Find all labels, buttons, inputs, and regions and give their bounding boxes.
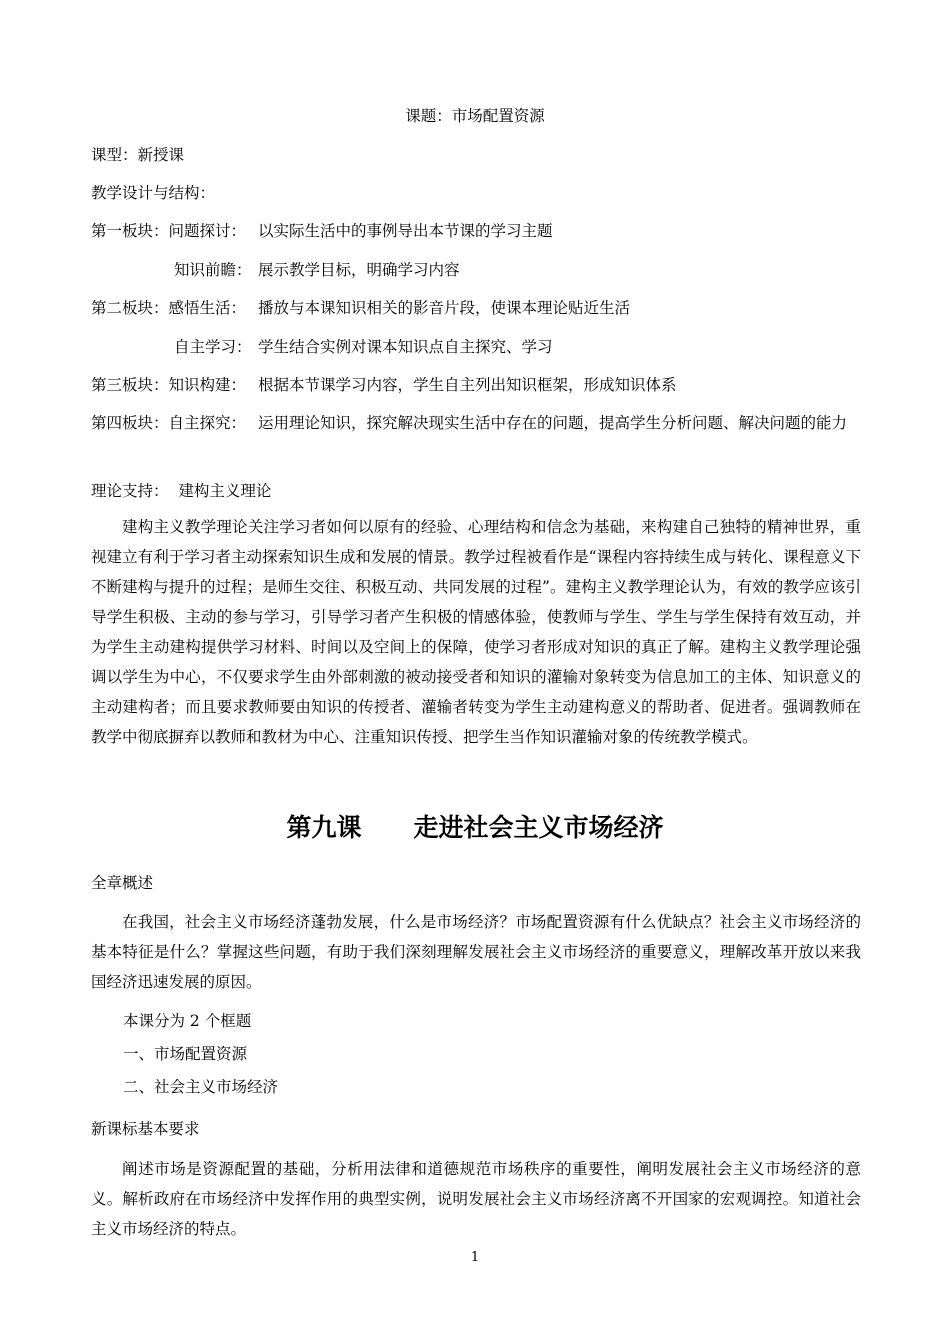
sections-intro: 本课分为 2 个框题 (123, 1012, 252, 1030)
chapter-heading (0, 812, 950, 844)
chapter-title: 走进社会主义市场经济 (413, 813, 664, 842)
overview-paragraph: 在我国，社会主义市场经济蓬勃发展，什么是市场经济？市场配置资源有什么优缺点？社会主义市场经济的基本特征是什么？掌握这些问题，有助于我们深刻理解发展社会主义市场经济的重要意义，理解改革开放以来我国经济迅速发展的原因。 (91, 913, 861, 991)
design-heading: 教学设计与结构： (91, 184, 216, 202)
section-2: 二、社会主义市场经济 (123, 1078, 279, 1096)
block-1-label: 第一板块：问题探讨： (91, 222, 247, 240)
chapter-number: 第九课 (286, 813, 362, 842)
lesson-type: 课型：新授课 (91, 146, 185, 164)
block-3-text: 根据本节课学习内容，学生自主列出知识框架，形成知识体系 (258, 376, 677, 394)
standards-heading: 新课标基本要求 (91, 1120, 200, 1138)
block-3-label: 第三板块：知识构建： (91, 376, 247, 394)
block-1b-text: 展示教学目标，明确学习内容 (258, 261, 460, 279)
block-2-label: 第二板块：感悟生活： (91, 299, 247, 317)
lesson-title: 课题：市场配置资源 (405, 107, 545, 125)
theory-heading: 理论支持： 建构主义理论 (91, 482, 272, 500)
overview-heading: 全章概述 (91, 874, 154, 892)
block-2b-label: 自主学习： (174, 338, 252, 356)
block-4-text: 运用理论知识，探究解决现实生活中存在的问题，提高学生分析问题、解决问题的能力 (258, 414, 848, 432)
page-number: 1 (470, 1250, 480, 1265)
block-2b-text: 学生结合实例对课本知识点自主探究、学习 (258, 338, 553, 356)
theory-paragraph: 建构主义教学理论关注学习者如何以原有的经验、心理结构和信念为基础，来构建自己独特的精神世界，重视建立有利于学习者主动探索知识生成和发展的情景。教学过程被看作是“课程内容持续生成与转化、课程意义下不断建构与提升的过程；是师生交往、积极互动、共同发展的过程”。建构主义教学理论认为，有效的教学应该引导学生积极、主动的参与学习，引导学习者产生积极的情感体验，使教师与学生、学生与学生保持有效互动，并为学生主动建构提供学习材料、时间以及空间上的保障，使学习者形成对知识的真正了解。建构主义教学理论强调以学生为中心，不仅要求学生由外部刺激的被动接受者和知识的灌输对象转变为信息加工的主体、知识意义的主动建构者；而且要求教师要由知识的传授者、灌输者转变为学生主动建构意义的帮助者、促进者。强调教师在教学中彻底摒弃以教师和教材为中心、注重知识传授、把学生当作知识灌输对象的传统教学模式。 (91, 518, 861, 746)
block-1b-label: 知识前瞻： (174, 261, 252, 279)
block-1-text: 以实际生活中的事例导出本节课的学习主题 (258, 222, 553, 240)
standards-paragraph: 阐述市场是资源配置的基础，分析用法律和道德规范市场秩序的重要性，阐明发展社会主义市场经济的意义。解析政府在市场经济中发挥作用的典型实例，说明发展社会主义市场经济离不开国家的宏观调控。知道社会主义市场经济的特点。 (91, 1160, 861, 1238)
section-1: 一、市场配置资源 (123, 1045, 248, 1063)
block-2-text: 播放与本课知识相关的影音片段，使课本理论贴近生活 (258, 299, 631, 317)
block-4-label: 第四板块：自主探究： (91, 414, 247, 432)
